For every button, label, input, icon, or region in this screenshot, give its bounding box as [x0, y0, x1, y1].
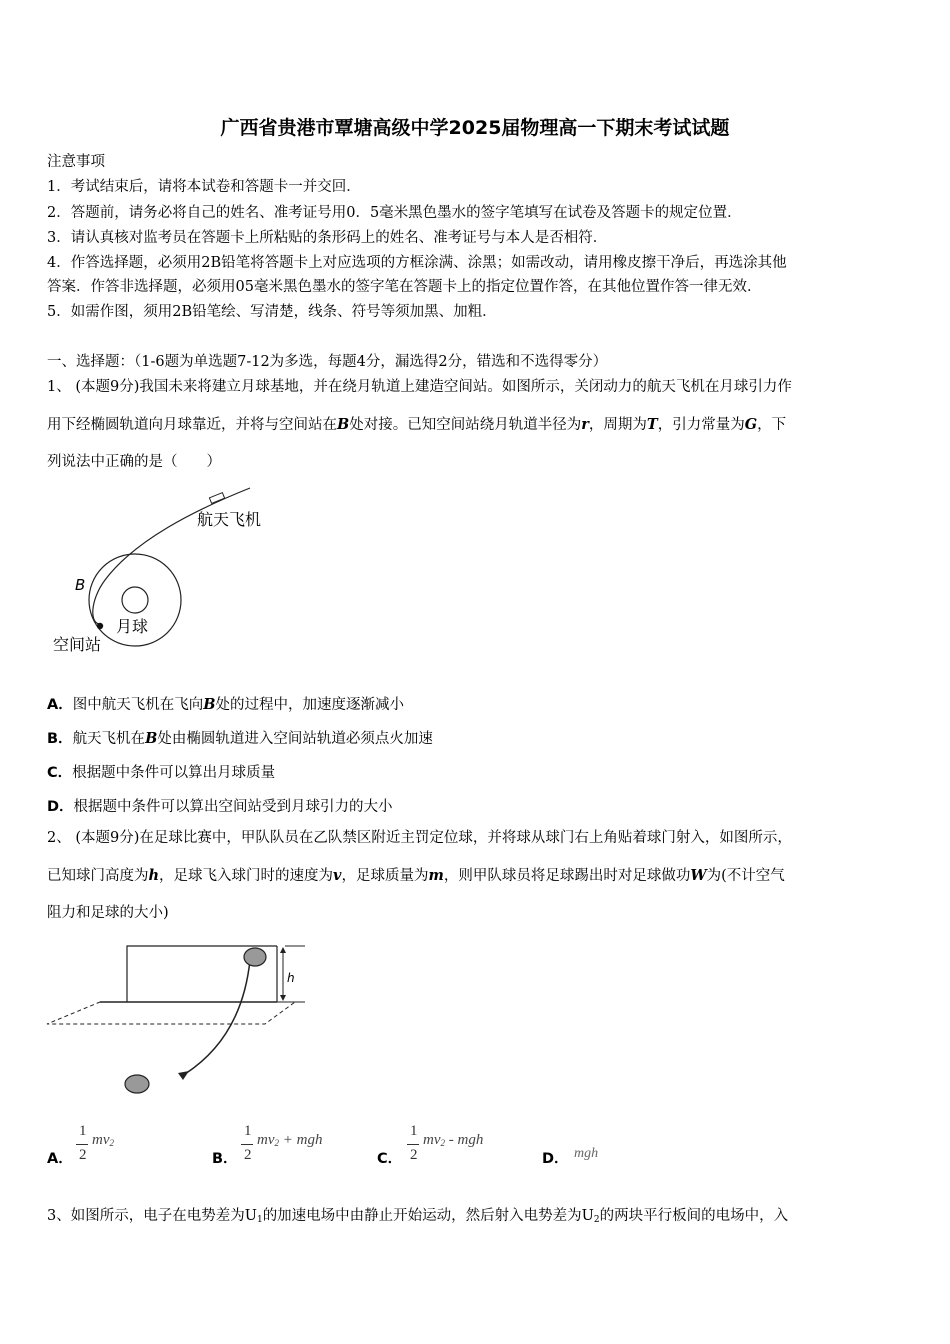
penalty-area — [47, 1002, 295, 1024]
station-label: 空间站 — [53, 635, 102, 654]
q2-line3: 阻力和足球的大小) — [47, 905, 169, 921]
q1-line3: 列说法中正确的是（ ） — [47, 454, 221, 470]
q2-d-expr[interactable]: mgh — [574, 1146, 599, 1161]
trajectory-arrow-icon — [178, 1071, 189, 1080]
ball-trajectory — [185, 960, 250, 1074]
section-heading: 一、选择题：（1-6题为单选题7-12为多选，每题4分，漏选得2分，错选和不选得零分） — [47, 354, 608, 370]
q2-figure — [45, 938, 305, 1098]
notice-item-1: 1．考试结束后，请将本试卷和答题卡一并交回． — [47, 179, 361, 195]
height-label: h — [287, 971, 295, 985]
q2-line1: 2、 (本题9分)在足球比赛中，甲队队员在乙队禁区附近主罚定位球，并将球从球门右上角贴着球门射入，如图所示， — [47, 830, 792, 846]
q1-line2: 用下经椭圆轨道向月球靠近，并将与空间站在B处对接。已知空间站绕月轨道半径为r，周期为T，引力常量为G，下 — [47, 416, 787, 433]
q2-c-den: 2 — [410, 1147, 418, 1163]
notice-item-3: 3．请认真核对监考员在答题卡上所粘贴的条形码上的姓名、准考证号与本人是否相符． — [47, 230, 608, 246]
shuttle-label: 航天飞机 — [197, 510, 262, 529]
q2-c-bar — [407, 1144, 419, 1145]
q2-b-bar — [241, 1144, 253, 1145]
notice-item-4-cont: 答案．作答非选择题，必须用05毫米黑色墨水的签字笔在答题卡上的指定位置作答，在其他位置作答一律无效． — [47, 279, 762, 295]
q1-option-b[interactable]: B．航天飞机在B处由椭圆轨道进入空间站轨道必须点火加速 — [47, 730, 433, 747]
moon-label: 月球 — [116, 617, 149, 636]
q2-a-num: 1 — [79, 1123, 87, 1139]
q2-line2: 已知球门高度为h，足球飞入球门时的速度为v，足球质量为m，则甲队球员将足球踢出时对足球做功W为(不计空气 — [47, 867, 785, 884]
q1-option-d[interactable]: D．根据题中条件可以算出空间站受到月球引力的大小 — [47, 799, 393, 815]
notice-item-5: 5．如需作图，须用2B铅笔绘、写清楚，线条、符号等须加黑、加粗． — [47, 304, 497, 320]
q1-option-c[interactable]: C．根据题中条件可以算出月球质量 — [47, 765, 276, 781]
q1-figure — [45, 480, 285, 660]
q2-b-num: 1 — [244, 1123, 252, 1139]
moon-icon — [122, 587, 148, 613]
q2-c-num: 1 — [410, 1123, 418, 1139]
q3-line1: 3、如图所示，电子在电势差为$U_1$的加速电场中由静止开始运动，然后射入电势差为$U_2$的两块平行板间的电场中，入 — [47, 1208, 789, 1225]
q2-option-b-label[interactable]: B． — [212, 1151, 238, 1167]
q2-option-d-label[interactable]: D． — [542, 1151, 569, 1167]
space-station-dot — [97, 623, 103, 629]
notice-item-4: 4．作答选择题，必须用2B铅笔将答题卡上对应选项的方框涂满、涂黑；如需改动，请用橡皮擦干净后，再选涂其他 — [47, 255, 787, 271]
notice-heading: 注意事项 — [47, 154, 105, 170]
arrow-up-icon — [280, 947, 286, 953]
q2-b-expr[interactable]: $mv^2$ + mgh — [257, 1132, 323, 1148]
page-title: 广西省贵港市覃塘高级中学2025届物理高一下期末考试试题 — [220, 117, 730, 139]
q2-b-den: 2 — [244, 1147, 252, 1163]
q2-a-bar — [76, 1144, 88, 1145]
q2-a-den: 2 — [79, 1147, 87, 1163]
elliptical-orbit — [93, 488, 250, 624]
point-b-label: B — [75, 576, 86, 594]
q1-option-a[interactable]: A．图中航天飞机在飞向B处的过程中，加速度逐渐减小 — [47, 696, 404, 713]
q1-line1: 1、 (本题9分)我国未来将建立月球基地，并在绕月轨道上建造空间站。如图所示，关闭动力的航天飞机在月球引力作 — [47, 379, 792, 395]
arrow-down-icon — [280, 995, 286, 1001]
notice-item-2: 2．答题前，请务必将自己的姓名、准考证号用0．5毫米黑色墨水的签字笔填写在试卷及答题卡的规定位置． — [47, 205, 742, 221]
q2-a-expr[interactable]: $mv^2$ — [92, 1132, 114, 1148]
ball-kick-icon — [125, 1075, 149, 1093]
q2-c-expr[interactable]: $mv^2$ - mgh — [423, 1132, 484, 1148]
q2-option-a-label[interactable]: A． — [47, 1151, 73, 1167]
q2-option-c-label[interactable]: C． — [377, 1151, 403, 1167]
ball-at-goal-icon — [244, 948, 266, 966]
